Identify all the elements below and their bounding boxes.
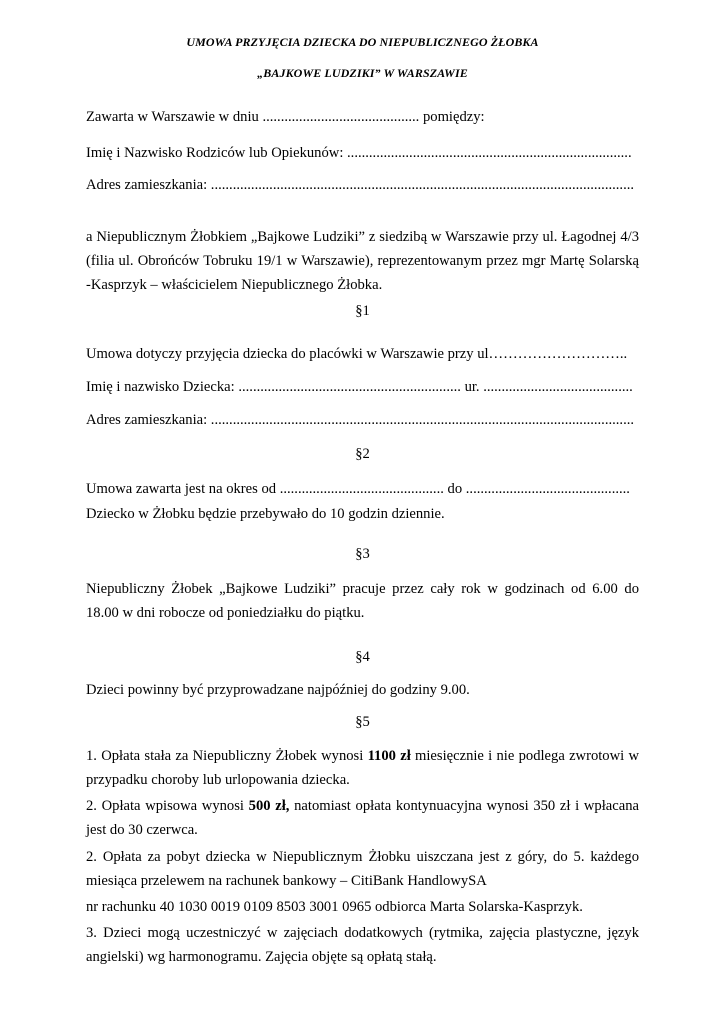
s5-payment-line-1: 2. Opłata za pobyt dziecka w Niepublicznym Żłobku uiszczana jest z góry, do 5. każdego [86, 849, 639, 865]
s5-account-line: nr rachunku 40 1030 0019 0109 8503 3001 0965 odbiorca Marta Solarska-Kasprzyk. [86, 899, 583, 915]
intro-address-line: Adres zamieszkania: .................................................................................................................... [86, 177, 635, 193]
s5-payment-line-2: miesiąca przelewem na rachunek bankowy – CitiBank HandlowySA [86, 873, 487, 889]
party-line-2: (filia ul. Obrońców Tobruku 19/1 w Warszawie), reprezentowanym przez mgr Martę Solarską [86, 253, 639, 269]
section-4-heading: §4 [355, 649, 370, 665]
intro-parents-line: Imię i Nazwisko Rodziców lub Opiekunów: .............................................................................. [86, 145, 632, 161]
intro-date-line: Zawarta w Warszawie w dniu ........................................... pomiędzy: [86, 109, 485, 125]
party-line-1: a Niepublicznym Żłobkiem „Bajkowe Ludziki” z siedzibą w Warszawie przy ul. Łagodnej 4/3 [86, 229, 639, 245]
s5-extra-line-1: 3. Dzieci mogą uczestniczyć w zajęciach dodatkowych (rytmika, zajęcia plastyczne, język [86, 925, 639, 941]
section-2-heading: §2 [355, 446, 370, 462]
s5-fee-text-end: miesięcznie i nie podlega zwrotowi w [410, 748, 639, 764]
s5-entry-text: 2. Opłata wpisowa wynosi [86, 798, 249, 814]
s5-entry-amount: 500 zł, [248, 798, 290, 814]
section-3-heading: §3 [355, 546, 370, 562]
s5-entry-line-2: jest do 30 czerwca. [86, 822, 198, 838]
s5-fee-text: 1. Opłata stała za Niepubliczny Żłobek wynosi [86, 748, 368, 764]
section-5-heading: §5 [355, 714, 370, 730]
s5-fee-line-1 [86, 748, 639, 765]
s1-child-name-line: Imię i nazwisko Dziecka: ............................................................. ur. ......................................... [86, 379, 633, 395]
s1-address-line: Adres zamieszkania: .................................................................................................................... [86, 412, 635, 428]
s5-fee-line-2: przypadku choroby lub urlopowania dziecka. [86, 772, 350, 788]
document-subtitle: „BAJKOWE LUDZIKI” W WARSZAWIE [257, 66, 468, 80]
s4-line-1: Dzieci powinny być przyprowadzane najpóźniej do godziny 9.00. [86, 682, 470, 698]
s2-line-2: Dziecko w Żłobku będzie przebywało do 10 godzin dziennie. [86, 506, 445, 522]
s5-fee-amount: 1100 zł [367, 748, 411, 764]
s5-entry-text-end: natomiast opłata kontynuacyjna wynosi 350 zł i wpłacana [289, 798, 639, 814]
s2-line-1: Umowa zawarta jest na okres od ............................................. do ............................................. [86, 481, 630, 497]
document-title: UMOWA PRZYJĘCIA DZIECKA DO NIEPUBLICZNEGO ŻŁOBKA [186, 35, 539, 49]
s5-entry-line-1 [86, 798, 639, 815]
s3-line-2: 18.00 w dni robocze od poniedziałku do piątku. [86, 605, 365, 621]
s3-line-1: Niepubliczny Żłobek „Bajkowe Ludziki” pracuje przez cały rok w godzinach od 6.00 do [86, 581, 639, 597]
party-line-3: -Kasprzyk – właścicielem Niepublicznego Żłobka. [86, 277, 383, 293]
s5-extra-line-2: angielski) wg harmonogramu. Zajęcia objęte są opłatą stałą. [86, 949, 437, 965]
section-1-heading: §1 [355, 303, 370, 319]
s1-line-1: Umowa dotyczy przyjęcia dziecka do placówki w Warszawie przy ul……………………….. [86, 346, 628, 362]
